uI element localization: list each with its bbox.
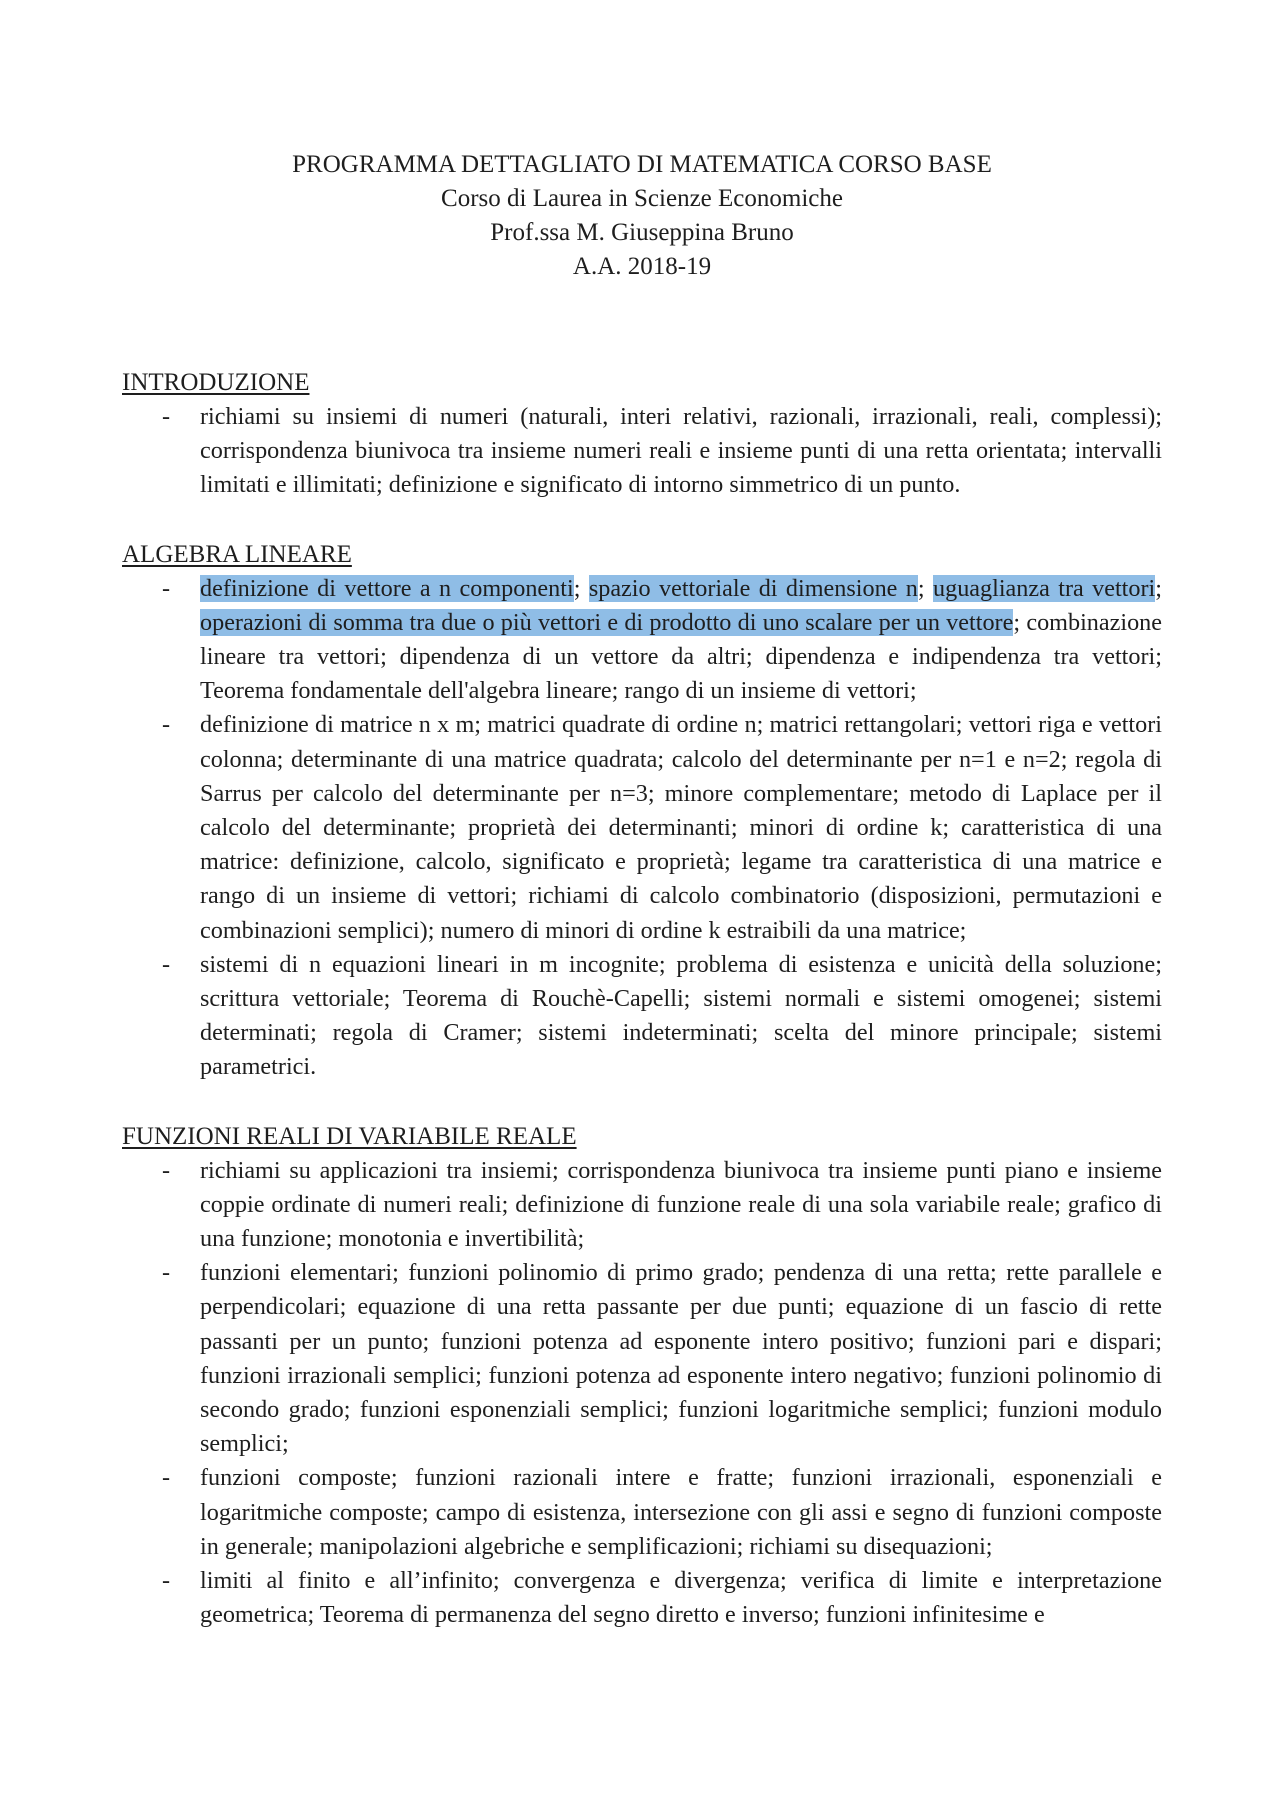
course-name: Corso di Laurea in Scienze Economiche [441,185,843,212]
section-introduzione [122,366,1162,503]
list-item-text: funzioni composte; funzioni razionali intere e fratte; funzioni irrazionali, esponenziali e logaritmiche composte; campo di esistenza, intersezione con gli assi e segno di funzioni composte in generale; manipolazioni algebriche e semplificazioni; richiami su disequazioni; [200,1464,1162,1560]
highlighted-text[interactable]: operazioni di somma tra due o più vettori e di prodotto di uno scalare per un vettore [200,608,1014,636]
list-item-text: richiami su applicazioni tra insiemi; corrispondenza biunivoca tra insieme punti piano e insieme coppie ordinate di numeri reali; definizione di funzione reale di una sola variabile reale; grafico di una funzione; monotonia e invertibilità; [200,1156,1162,1253]
section-funzioni-reali [122,1120,1162,1633]
list-item-text: combinazione lineare tra vettori; dipendenza di un vettore da altri; dipendenza e indipendenza tra vettori; Teorema fondamentale dell'algebra lineare; rango di un insieme di vettori; [200,608,1162,705]
section-title: ALGEBRA LINEARE [122,540,352,568]
list-item-text: funzioni elementari; funzioni polinomio di primo grado; pendenza di una retta; rette parallele e perpendicolari; equazione di una retta passante per due punti; equazione di un fascio di rette passanti per un punto; funzioni potenza ad esponente intero positivo; funzioni pari e dispari; funzioni irrazionali semplici; funzioni potenza ad esponente intero negativo; funzioni polinomio di secondo grado; funzioni esponenziali semplici; funzioni logaritmiche semplici; funzioni modulo semplici; [200,1259,1162,1458]
bullet-dash: - [162,403,171,430]
list-item-text: sistemi di n equazioni lineari in m incognite; problema di esistenza e unicità della soluzione; scrittura vettoriale; Teorema di Rouchè-Capelli; sistemi normali e sistemi omogenei; sistemi determinati; regola di Cramer; sistemi indeterminati; scelta del minore principale; sistemi parametrici. [200,950,1162,1081]
list-item-text: richiami su insiemi di numeri (naturali, interi relativi, razionali, irrazionali, reali, complessi); corrispondenza biunivoca tra insieme numeri reali e insieme punti di una retta orientata; intervalli limitati e illimitati; definizione e significato di intorno simmetrico di un punto. [200,403,1162,499]
list-item [122,1256,1162,1461]
list-item: - definizione di vettore a n componenti; spazio vettoriale di dimensione n; uguaglianza tra vettori; operazioni di somma tra due o più vettori e di prodotto di uno scalare per un vettore; combinazione lineare tra vettori; dipendenza di un vettore da altri; dipendenza e indipendenza tra vettori; Teorema fondamentale dell'algebra lineare; rango di un insieme di vettori; [122,572,1162,709]
bullet-dash: - [162,950,171,978]
document-title: PROGRAMMA DETTAGLIATO DI MATEMATICA CORSO BASE [292,151,992,178]
bullet-dash: - [162,1567,171,1595]
section-title: FUNZIONI REALI DI VARIABILE REALE [122,1122,577,1150]
list-item-text: definizione di matrice n x m; matrici quadrate di ordine n; matrici rettangolari; vettori riga e vettori colonna; determinante di una matrice quadrata; calcolo del determinante per n=1 e n=2; regola di Sarrus per calcolo del determinante per n=3; minore complementare; metodo di Laplace per il calcolo del determinante; proprietà dei determinanti; minori di ordine k; caratteristica di una matrice: definizione, calcolo, significato e proprietà; legame tra caratteristica di una matrice e rango di un insieme di vettori; richiami di calcolo combinatorio (disposizioni, permutazioni e combinazioni semplici); numero di minori di ordine k estraibili da una matrice; [200,711,1162,944]
highlighted-text[interactable]: uguaglianza tra vettori [933,574,1156,602]
document-header [122,148,1162,284]
list-item [122,400,1162,503]
bullet-dash: - [162,1259,171,1287]
bullet-dash: - [162,1464,171,1492]
list-item [122,1154,1162,1257]
bullet-dash: - [162,574,171,602]
list-item [122,1461,1162,1564]
highlighted-text[interactable]: definizione di vettore a n componenti [200,574,574,602]
list-item [122,1564,1162,1632]
professor-name: Prof.ssa M. Giuseppina Bruno [490,219,794,246]
list-item [122,708,1162,947]
highlighted-text[interactable]: spazio vettoriale di dimensione n [588,574,918,602]
bullet-dash: - [162,1156,171,1184]
academic-year: A.A. 2018-19 [572,253,712,280]
bullet-dash: - [162,711,171,739]
section-title: INTRODUZIONE [122,369,310,396]
list-item-text: limiti al finito e all’infinito; convergenza e divergenza; verifica di limite e interpretazione geometrica; Teorema di permanenza del segno diretto e inverso; funzioni infinitesime e [200,1567,1162,1629]
section-algebra-lineare [122,538,1162,1085]
list-item [122,948,1162,1085]
